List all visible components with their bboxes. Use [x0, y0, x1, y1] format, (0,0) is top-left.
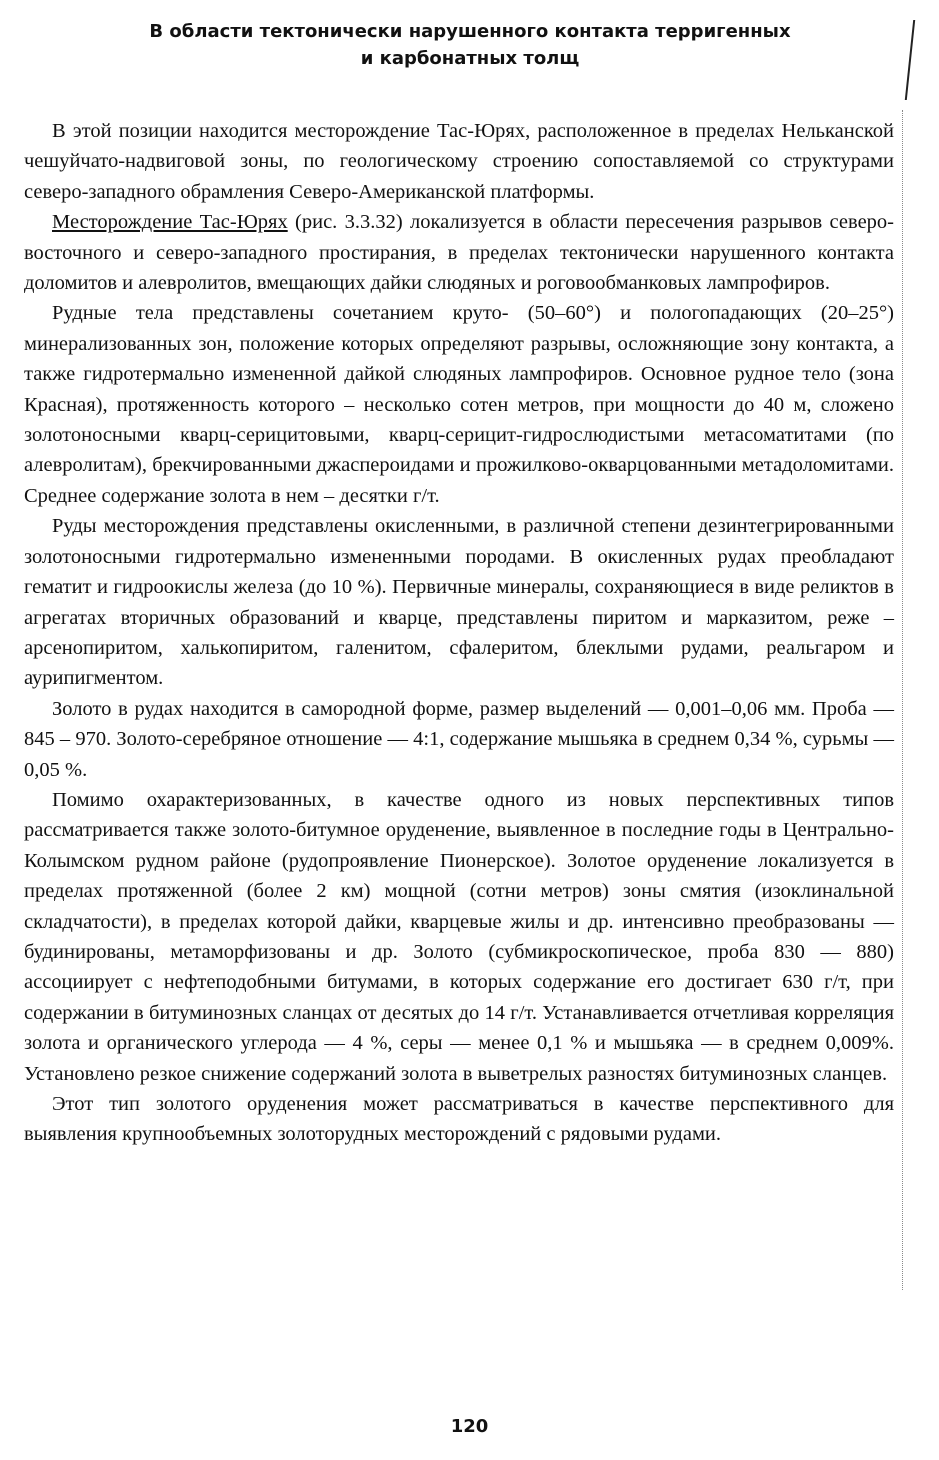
paragraph-1: В этой позиции находится месторождение Тас-Юрях, расположенное в пределах Нельканской чешуйчато-надвиговой зоны, по геологическому строению сопоставляемой со структурами северо-западного обрамления Северо-Американской платформы. [24, 120, 894, 203]
margin-scan-artifact [900, 110, 903, 1290]
paragraph-6: Помимо охарактеризованных, в качестве одного из новых перспективных типов рассматривается также золото-битумное оруденение, выявленное в последние годы в Центрально-Колымском рудном районе (рудопроявление Пионерское). Золотое оруденение локализуется в пределах протяженной (более 2 км) мощной (сотни метров) зоны смятия (изоклинальной складчатости), в пределах которой дайки, кварцевые жилы и др. интенсивно преобразованы — будинированы, метаморфизованы и др. Золото (субмикроскопическое, проба 830 — 880) ассоциирует с нефтеподобными битумами, в которых содержание его достигает 630 г/т, при содержании в битуминозных сланцах от десятых до 14 г/т. Устанавливается отчетливая корреляция золота и органического углерода — 4 %, серы — менее 0,1 % и мышьяка — в среднем 0,009%. Установлено резкое снижение содержаний золота в выветрелых разностях битуминозных сланцев. [24, 788, 894, 1085]
section-heading [60, 18, 880, 72]
paragraph-2 [24, 207, 894, 298]
section-heading-line-1: В области тектонически нарушенного контакта терригенных [149, 21, 791, 42]
section-heading-line-2: и карбонатных толщ [360, 48, 580, 69]
margin-pencil-mark [899, 20, 915, 100]
paragraph-2-text: (рис. 3.3.32) локализуется в области пересечения разрывов северо-восточного и северо-западного простирания, в пределах тектонически нарушенного контакта доломитов и алевролитов, вмещающих дайки слюдяных и роговообманковых лампрофиров. [24, 211, 894, 295]
paragraph-5: Золото в рудах находится в самородной форме, размер выделений — 0,001–0,06 мм. Проба — 845 – 970. Золото-серебряное отношение — 4:1, содержание мышьяка в среднем 0,34 %, сурьмы — 0,05 %. [24, 697, 894, 781]
deposit-name-underlined: Месторождение Тас-Юрях [52, 211, 288, 234]
paragraph-4: Руды месторождения представлены окисленными, в различной степени дезинтегрированными золотоносными гидротермально измененными породами. В окисленных рудах преобладают гематит и гидроокислы железа (до 10 %). Первичные минералы, сохраняющиеся в виде реликтов в агрегатах вторичных образований и кварце, представлены пиритом и марказитом, реже – арсенопиритом, халькопиритом, галенитом, сфалеритом, блеклыми рудами, реальгаром и аурипигментом. [24, 515, 894, 690]
paragraph-7: Этот тип золотого оруденения может рассматриваться в качестве перспективного для выявления крупнообъемных золоторудных месторождений с рядовыми рудами. [24, 1093, 894, 1146]
body-text [24, 116, 894, 1150]
paragraph-3: Рудные тела представлены сочетанием круто- (50–60°) и пологопадающих (20–25°) минерализованных зон, положение которых определяют разрывы, осложняющие зону контакта, а также гидротермально измененной дайкой слюдяных лампрофиров. Основное рудное тело (зона Красная), протяженность которого – несколько сотен метров, при мощности до 40 м, сложено золотоносными кварц-серицитовыми, кварц-серицит-гидрослюдистыми метасоматитами (по алевролитам), брекчированными джаспероидами и прожилково-окварцованными метадоломитами. Среднее содержание золота в нем – десятки г/т. [24, 302, 894, 507]
page-number: 120 [450, 1416, 489, 1437]
